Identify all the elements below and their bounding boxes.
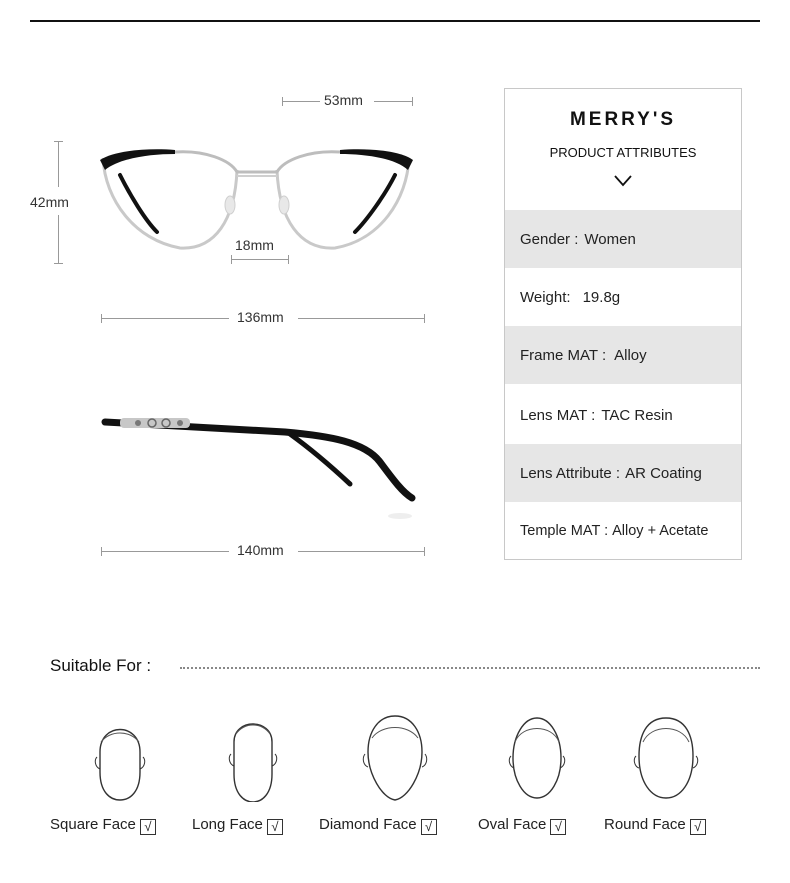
bridge-tick-right (288, 255, 289, 264)
checkbox-checked-icon: √ (140, 819, 156, 835)
attribute-value: Women (584, 230, 636, 248)
attribute-row-lens-mat (505, 386, 741, 444)
frame-width-tick-left (101, 314, 102, 323)
oval-face-icon (462, 712, 612, 802)
temple-length-label: 140mm (237, 542, 284, 558)
chevron-down-icon (614, 175, 632, 187)
face-name: Square Face (50, 816, 136, 833)
temple-length-tick-right (424, 547, 425, 556)
temple-length-line-left (101, 551, 229, 552)
attribute-row-gender (505, 210, 741, 268)
dotted-divider (180, 667, 760, 669)
lens-height-tick-top (54, 141, 63, 142)
panel-subtitle: PRODUCT ATTRIBUTES (549, 145, 697, 160)
checkbox-checked-icon: √ (550, 819, 566, 835)
attribute-label: Frame MAT : (520, 346, 607, 364)
glasses-side-illustration (100, 412, 425, 522)
attribute-label: Lens MAT : (520, 406, 596, 424)
long-face-icon (178, 712, 328, 802)
long-face-label (192, 816, 283, 835)
attribute-label: Weight: (520, 288, 571, 306)
square-face-label (50, 816, 156, 835)
frame-width-label: 136mm (237, 309, 284, 325)
lens-height-line-bottom (58, 215, 59, 263)
attribute-label: Gender : (520, 230, 579, 248)
temple-length-tick-left (101, 547, 102, 556)
attribute-label: Lens Attribute : (520, 464, 621, 482)
diamond-face-label (319, 816, 437, 835)
frame-width-line-left (101, 318, 229, 319)
attribute-value: TAC Resin (601, 406, 673, 424)
attribute-label: Temple MAT : (520, 523, 609, 539)
square-face-icon (45, 712, 195, 802)
lens-height-line-top (58, 141, 59, 187)
round-face-icon (591, 712, 741, 802)
bridge-tick-left (231, 255, 232, 264)
lens-height-label: 42mm (30, 194, 69, 210)
attribute-row-temple-mat (505, 502, 741, 560)
attribute-row-frame-mat (505, 326, 741, 384)
suitable-for-heading: Suitable For : (50, 656, 152, 675)
face-name: Diamond Face (319, 816, 417, 833)
lens-width-line-left (282, 101, 320, 102)
frame-width-tick-right (424, 314, 425, 323)
bridge-line (231, 259, 289, 260)
attribute-value: Alloy + Acetate (612, 523, 709, 539)
lens-width-tick-left (282, 97, 283, 106)
brand-logo: MERRY'S (569, 109, 677, 130)
diamond-face-icon (320, 712, 470, 802)
product-attributes-panel (504, 88, 742, 560)
lens-width-tick-right (412, 97, 413, 106)
checkbox-checked-icon: √ (690, 819, 706, 835)
oval-face-label (478, 816, 566, 835)
checkbox-checked-icon: √ (267, 819, 283, 835)
face-name: Round Face (604, 816, 686, 833)
lens-width-line-right (374, 101, 413, 102)
attribute-row-lens-attribute (505, 444, 741, 502)
frame-width-line-right (298, 318, 425, 319)
face-name: Long Face (192, 816, 263, 833)
attribute-value: 19.8g (582, 288, 621, 306)
attribute-value: AR Coating (625, 464, 702, 482)
checkbox-checked-icon: √ (421, 819, 437, 835)
lens-height-tick-bottom (54, 263, 63, 264)
bridge-label: 18mm (235, 237, 274, 253)
temple-length-line-right (298, 551, 425, 552)
attribute-row-weight (505, 268, 741, 326)
lens-width-label: 53mm (324, 92, 363, 108)
top-divider (30, 20, 760, 22)
round-face-label (604, 816, 706, 835)
face-name: Oval Face (478, 816, 547, 833)
attribute-value: Alloy (614, 346, 647, 364)
